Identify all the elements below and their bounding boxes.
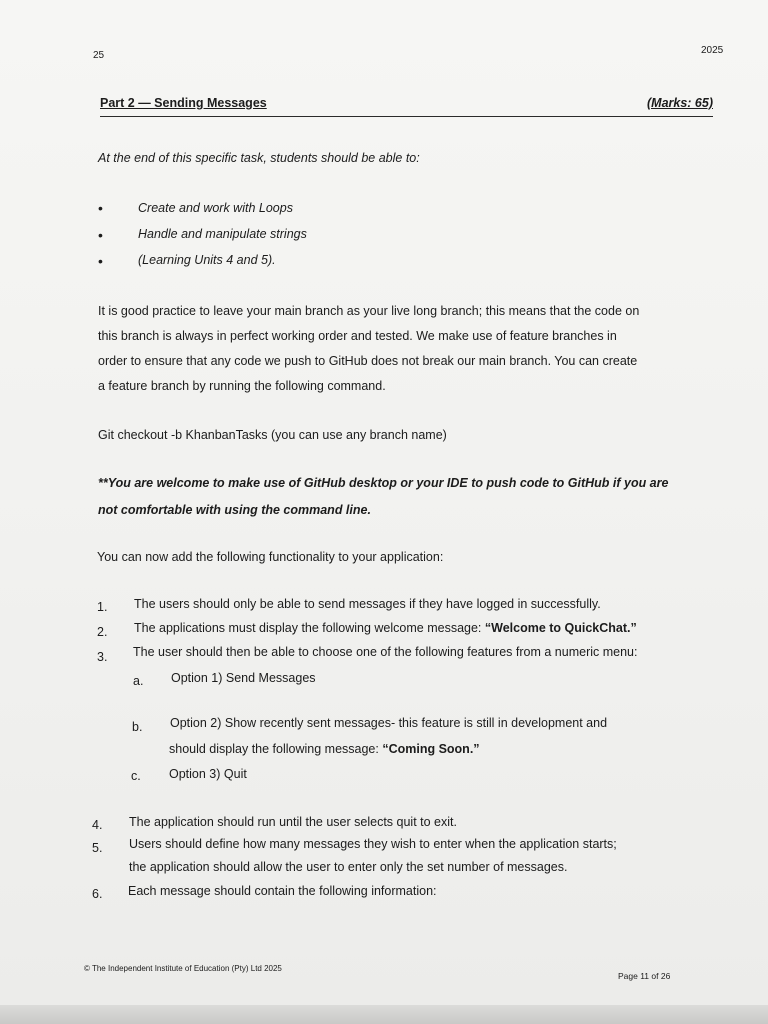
section-title: Part 2 — Sending Messages bbox=[100, 96, 267, 110]
list-number: 3. bbox=[97, 650, 108, 664]
header-year: 2025 bbox=[701, 45, 724, 56]
list-item-text bbox=[134, 621, 637, 635]
bullet-icon: • bbox=[98, 200, 103, 216]
sub-list-letter: b. bbox=[132, 720, 143, 734]
outcome-item: Handle and manipulate strings bbox=[138, 227, 307, 241]
list-item-text-part: The applications must display the following welcome message: bbox=[134, 621, 485, 635]
list-item-text: Users should define how many messages they wish to enter when the application starts; bbox=[129, 837, 617, 851]
list-number: 2. bbox=[97, 625, 108, 639]
sub-list-text: Option 3) Quit bbox=[169, 767, 247, 781]
paragraph-line: order to ensure that any code we push to GitHub does not break our main branch. You can create bbox=[98, 354, 638, 368]
paragraph-line: a feature branch by running the following command. bbox=[98, 379, 386, 393]
note-line: not comfortable with using the command line. bbox=[98, 503, 371, 517]
coming-soon-message: “Coming Soon.” bbox=[382, 742, 480, 756]
intro-text: At the end of this specific task, students should be able to: bbox=[98, 151, 420, 165]
list-item-text: The users should only be able to send messages if they have logged in successfully. bbox=[134, 597, 601, 611]
list-item-text: The application should run until the user selects quit to exit. bbox=[129, 815, 457, 829]
git-command-text: Git checkout -b KhanbanTasks (you can use any branch name) bbox=[98, 428, 447, 442]
list-number: 5. bbox=[92, 841, 103, 855]
list-item-text: the application should allow the user to enter only the set number of messages. bbox=[129, 860, 568, 874]
note-line: **You are welcome to make use of GitHub desktop or your IDE to push code to GitHub if you are bbox=[98, 476, 669, 490]
footer-page-number: Page 11 of 26 bbox=[618, 971, 671, 981]
list-number: 4. bbox=[92, 818, 103, 832]
paragraph-line: It is good practice to leave your main branch as your live long branch; this means that the code on bbox=[98, 304, 640, 318]
bullet-icon: • bbox=[98, 227, 103, 243]
sub-list-text: Option 1) Send Messages bbox=[171, 671, 316, 685]
page-number-left: 25 bbox=[93, 50, 105, 61]
functionality-intro: You can now add the following functionality to your application: bbox=[97, 550, 444, 564]
section-heading-row bbox=[100, 96, 713, 117]
note-paragraph bbox=[98, 470, 708, 524]
sub-list-letter: a. bbox=[133, 674, 144, 688]
bullet-icon: • bbox=[98, 253, 103, 269]
section-marks: (Marks: 65) bbox=[647, 96, 713, 110]
branch-paragraph bbox=[98, 299, 708, 399]
outcome-item: Create and work with Loops bbox=[138, 201, 293, 215]
sub-list-text-part: should display the following message: bbox=[169, 742, 383, 756]
list-item-text: The user should then be able to choose one of the following features from a numeric menu: bbox=[133, 645, 638, 659]
list-number: 1. bbox=[97, 600, 108, 614]
paragraph-line: this branch is always in perfect working order and tested. We make use of feature branches in bbox=[98, 329, 617, 343]
page-edge-shadow bbox=[0, 1005, 768, 1024]
sub-list-text: Option 2) Show recently sent messages- this feature is still in development and bbox=[170, 716, 608, 730]
sub-list-text bbox=[169, 742, 480, 756]
sub-list-letter: c. bbox=[131, 769, 141, 783]
welcome-message: “Welcome to QuickChat.” bbox=[484, 621, 637, 635]
list-item-text: Each message should contain the following information: bbox=[128, 884, 437, 898]
outcome-item: (Learning Units 4 and 5). bbox=[138, 253, 276, 267]
list-number: 6. bbox=[92, 887, 103, 901]
footer-copyright: © The Independent Institute of Education (Pty) Ltd 2025 bbox=[84, 964, 282, 973]
